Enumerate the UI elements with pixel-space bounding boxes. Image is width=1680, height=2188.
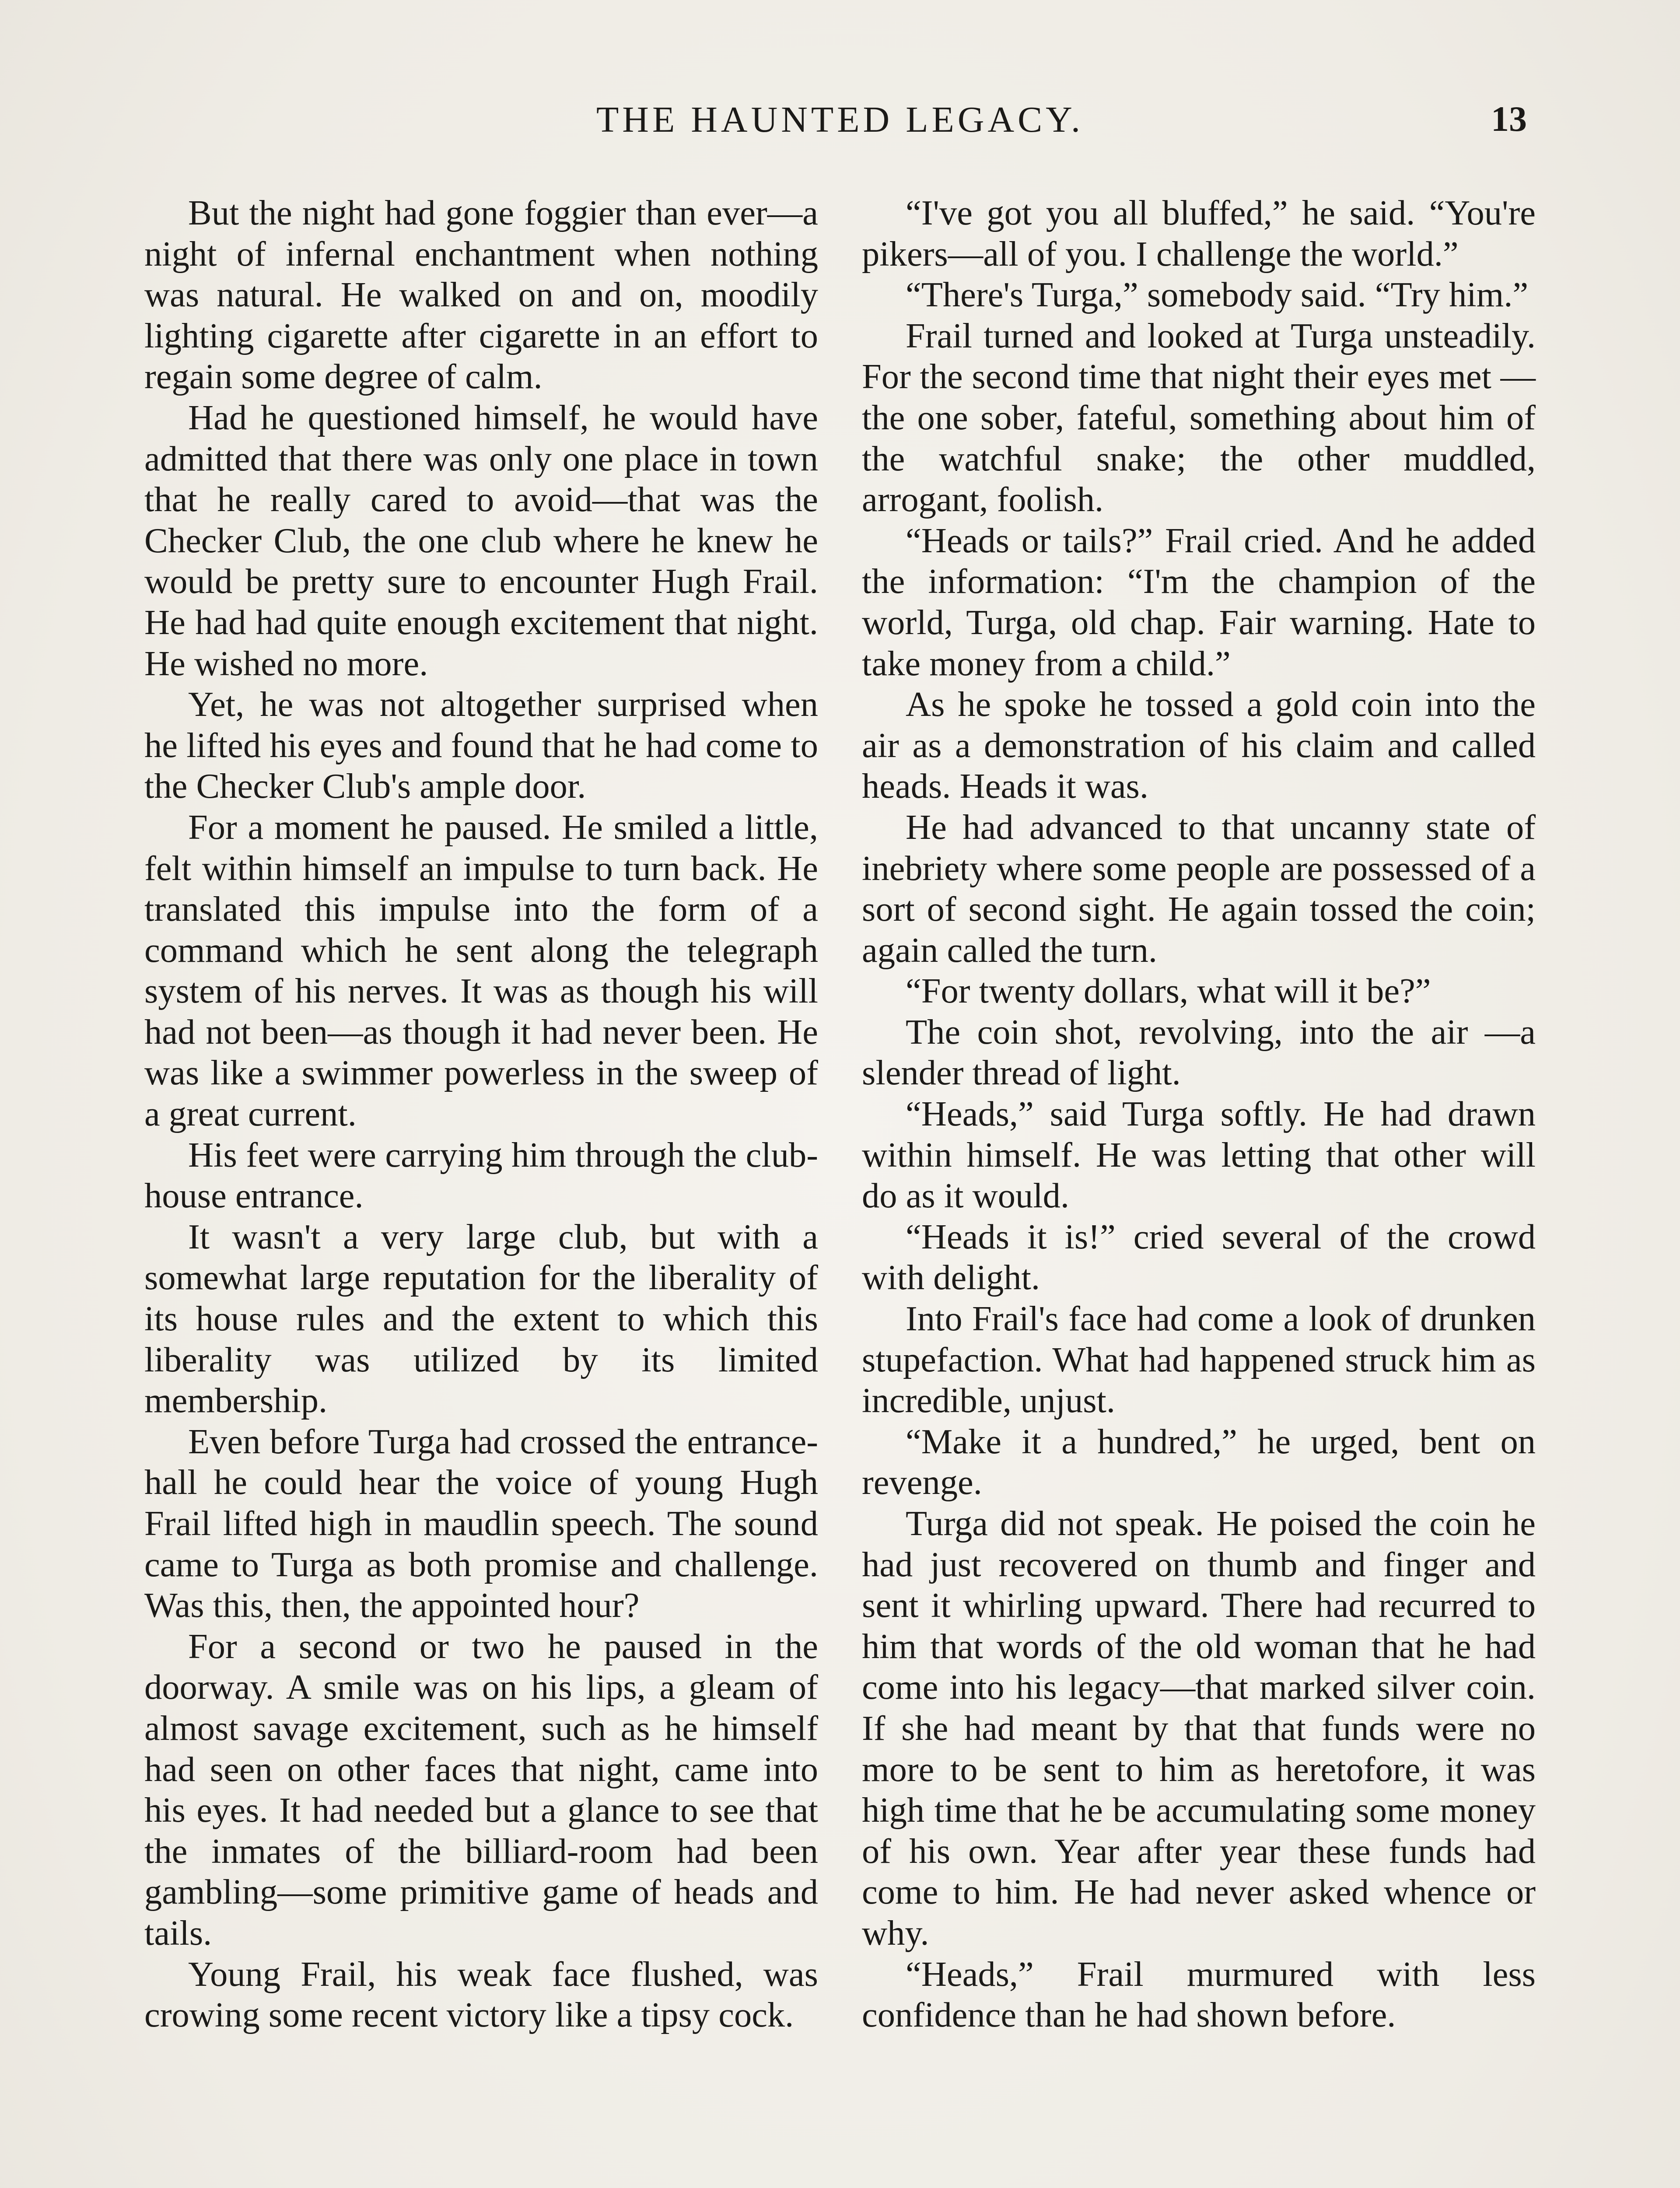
paragraph: His feet were carrying him through the club-house entrance. <box>144 1135 818 1216</box>
paragraph: The coin shot, revolving, into the air —a slender thread of light. <box>862 1012 1536 1093</box>
paragraph: For a moment he paused. He smiled a little, felt within himself an impulse to turn back. He translated this impulse into the form of a command which he sent along the telegraph system of his nerves. It was as though his will had not been—as though it had never been. He was like a swimmer powerless in the sweep of a great current. <box>144 807 818 1134</box>
running-head <box>0 98 1680 155</box>
paragraph: He had advanced to that uncanny state of inebriety where some people are possessed of a sort of second sight. He again tossed the coin; again called the turn. <box>862 807 1536 970</box>
paragraph: “I've got you all bluffed,” he said. “You're pikers—all of you. I challenge the world.” <box>862 193 1536 274</box>
paragraph: Into Frail's face had come a look of drunken stupefaction. What had happened struck him as incredible, unjust. <box>862 1299 1536 1420</box>
paragraph: “Heads or tails?” Frail cried. And he added the information: “I'm the champion of the world, Turga, old chap. Fair warning. Hate to take money from a child.” <box>862 521 1536 683</box>
paragraph: Frail turned and looked at Turga unsteadily. For the second time that night their eyes met — the one sober, fateful, something about him of the watchful snake; the other muddled, arrogant, foolish. <box>862 316 1536 519</box>
paragraph: Turga did not speak. He poised the coin he had just recovered on thumb and finger and sent it whirling upward. There had recurred to him that words of the old woman that he had come into his legacy—that marked silver coin. If she had meant by that that funds were no more to be sent to him as heretofore, it was high time that he be accumulating some money of his own. Year after year these funds had come to him. He had never asked whence or why. <box>862 1504 1536 1953</box>
paragraph: “Heads it is!” cried several of the crowd with delight. <box>862 1217 1536 1297</box>
paragraph: Had he questioned himself, he would have admitted that there was only one place in town that he really cared to avoid—that was the Checker Club, the one club where he knew he would be pretty sure to encounter Hugh Frail. He had had quite enough excitement that night. He wished no more. <box>144 398 818 683</box>
paragraph: “Make it a hundred,” he urged, bent on revenge. <box>862 1422 1536 1502</box>
paragraph: “Heads,” Frail murmured with less confidence than he had shown before. <box>862 1954 1536 2035</box>
paragraph: It wasn't a very large club, but with a somewhat large reputation for the liberality of its house rules and the extent to which this liberality was utilized by its limited membership. <box>144 1217 818 1420</box>
paragraph: “There's Turga,” somebody said. “Try him.” <box>906 275 1529 315</box>
left-column <box>144 193 818 2036</box>
page-number: 13 <box>1491 99 1527 139</box>
paragraph: For a second or two he paused in the doorway. A smile was on his lips, a gleam of almost savage excitement, such as he himself had seen on other faces that night, came into his eyes. It had needed but a glance to see that the inmates of the billiard-room had been gambling—some primitive game of heads and tails. <box>144 1627 818 1953</box>
right-column <box>862 193 1536 2036</box>
paragraph: But the night had gone foggier than ever—a night of infernal enchantment when nothing was natural. He walked on and on, moodily lighting cigarette after cigarette in an effort to regain some degree of calm. <box>144 193 818 396</box>
paragraph: Yet, he was not altogether surprised when he lifted his eyes and found that he had come to the Checker Club's ample door. <box>144 685 818 806</box>
running-title: THE HAUNTED LEGACY. <box>596 99 1084 140</box>
paragraph: “Heads,” said Turga softly. He had drawn within himself. He was letting that other will do as it would. <box>862 1094 1536 1216</box>
paragraph: As he spoke he tossed a gold coin into the air as a demonstration of his claim and called heads. Heads it was. <box>862 685 1536 806</box>
paragraph: Young Frail, his weak face flushed, was crowing some recent victory like a tipsy cock. <box>144 1954 818 2035</box>
paragraph: Even before Turga had crossed the entrance-hall he could hear the voice of young Hugh Frail lifted high in maudlin speech. The sound came to Turga as both promise and challenge. Was this, then, the appointed hour? <box>144 1422 818 1625</box>
paragraph: “For twenty dollars, what will it be?” <box>906 971 1431 1011</box>
